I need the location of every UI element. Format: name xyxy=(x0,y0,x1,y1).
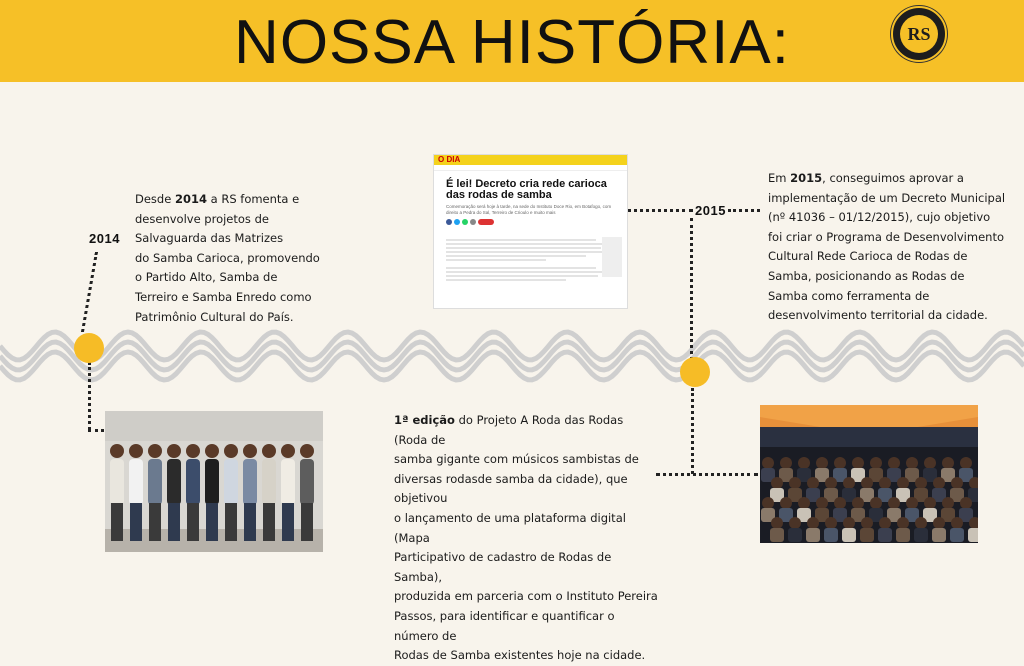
text-2015-line6: Samba, posicionando as Rodas de xyxy=(768,268,965,283)
crowd-head xyxy=(762,497,774,509)
crowd-body xyxy=(824,528,838,542)
crowd-head xyxy=(843,517,855,529)
share-whatsapp-icon xyxy=(462,219,468,225)
person-body xyxy=(243,459,257,505)
crowd-head xyxy=(951,477,963,489)
crowd-head xyxy=(807,477,819,489)
crowd-head xyxy=(942,497,954,509)
text-2015-line3: (nº 41036 – 01/12/2015), cujo objetivo xyxy=(768,210,991,225)
crowd-head xyxy=(834,457,846,469)
crowd-head xyxy=(816,497,828,509)
news-share-icons xyxy=(446,219,627,225)
crowd-head xyxy=(960,497,972,509)
text-2015-line8: desenvolvimento territorial da cidade. xyxy=(768,308,988,323)
logo-inner xyxy=(900,15,938,53)
person-legs xyxy=(130,503,142,541)
text-edition-line6: produzida em parceria com o Instituto Pereira xyxy=(394,589,658,604)
news-subheadline: Comemoração será hoje à tarde, na sede do Instituto Doce Rio, em Botafogo, com direito a Pedra do Sal, Terreiro de Crioulo e muito mais xyxy=(446,204,612,215)
crowd-head xyxy=(924,497,936,509)
year-label-2015: 2015 xyxy=(695,203,726,218)
person-head xyxy=(262,444,276,458)
crowd-head xyxy=(780,457,792,469)
person-legs xyxy=(187,503,199,541)
text-edition-line3: diversas rodasde samba da cidade), que objetivou xyxy=(394,471,628,506)
crowd-head xyxy=(897,477,909,489)
person-legs xyxy=(263,503,275,541)
person-head xyxy=(110,444,124,458)
crowd-head xyxy=(798,497,810,509)
crowd-body xyxy=(932,528,946,542)
connector-2016-down xyxy=(691,388,694,474)
person-legs xyxy=(301,503,313,541)
text-2015-line1: Em 2015, conseguimos aprovar a xyxy=(768,171,964,185)
text-2014-line6: Terreiro e Samba Enredo como xyxy=(135,289,312,304)
text-2015 xyxy=(768,169,1008,326)
crowd-head xyxy=(879,517,891,529)
news-clipping xyxy=(433,154,628,309)
crowd-head xyxy=(888,457,900,469)
person-body xyxy=(205,459,219,505)
crowd-body xyxy=(914,528,928,542)
crowd-body xyxy=(968,528,978,542)
crowd-head xyxy=(933,477,945,489)
year-label-2014: 2014 xyxy=(89,231,120,246)
text-edition-line1: 1ª edição do Projeto A Roda das Rodas (Roda de xyxy=(394,413,624,447)
crowd-head xyxy=(852,457,864,469)
news-headline: É lei! Decreto cria rede carioca das rodas de samba xyxy=(446,178,607,201)
crowd-head xyxy=(897,517,909,529)
timeline-dot-2014 xyxy=(74,333,104,363)
connector-2015-left xyxy=(627,209,693,212)
crowd-head xyxy=(942,457,954,469)
person-legs xyxy=(149,503,161,541)
text-2014-line2: desenvolve projetos de xyxy=(135,211,269,226)
roda-de-samba-logo-icon xyxy=(891,6,947,62)
crowd-head xyxy=(780,497,792,509)
person-head xyxy=(148,444,162,458)
person-legs xyxy=(282,503,294,541)
news-side-ad xyxy=(602,237,622,277)
text-2015-line5: Cultural Rede Carioca de Rodas de xyxy=(768,249,968,264)
crowd-head xyxy=(852,497,864,509)
page-title: NOSSA HISTÓRIA: xyxy=(234,8,790,77)
crowd-head xyxy=(960,457,972,469)
person-head xyxy=(243,444,257,458)
person-body xyxy=(167,459,181,505)
crowd-head xyxy=(834,497,846,509)
text-2015-line4: foi criar o Programa de Desenvolvimento xyxy=(768,229,1004,244)
text-edition-line4: o lançamento de uma plataforma digital (Mapa xyxy=(394,510,626,545)
crowd-body xyxy=(860,528,874,542)
connector-2015-right xyxy=(728,209,760,212)
person-legs xyxy=(111,503,123,541)
crowd-head xyxy=(924,457,936,469)
news-outlet-logo: O DIA xyxy=(438,155,461,164)
crowd-head xyxy=(915,477,927,489)
crowd-head xyxy=(861,477,873,489)
crowd-head xyxy=(807,517,819,529)
timeline-dot-2015 xyxy=(680,357,710,387)
news-nav xyxy=(434,165,627,171)
text-2014-line1: Desde 2014 a RS fomenta e xyxy=(135,192,300,206)
person-body xyxy=(129,459,143,505)
connector-2014-photo xyxy=(88,429,104,432)
crowd-body xyxy=(842,528,856,542)
crowd-head xyxy=(771,477,783,489)
connector-2015-down xyxy=(690,218,693,360)
crowd-head xyxy=(825,477,837,489)
person-body xyxy=(262,459,276,505)
person-body xyxy=(300,459,314,505)
share-email-icon xyxy=(470,219,476,225)
crowd-body xyxy=(770,528,784,542)
crowd-head xyxy=(879,477,891,489)
person-legs xyxy=(168,503,180,541)
text-edition-line7: Passos, para identificar e quantificar o número de xyxy=(394,608,615,643)
text-edition-line5: Participativo de cadastro de Rodas de Samba), xyxy=(394,550,612,584)
text-edition-line8: Rodas de Samba existentes hoje na cidade. xyxy=(394,648,646,663)
crowd-photo xyxy=(760,405,978,543)
crowd-body xyxy=(950,528,964,542)
text-2014-line7: Patrimônio Cultural do País. xyxy=(135,309,294,324)
text-2015-line7: Samba como ferramenta de xyxy=(768,288,930,303)
person-body xyxy=(224,459,238,505)
text-2014-line5: o Partido Alto, Samba de xyxy=(135,270,278,285)
person-legs xyxy=(244,503,256,541)
person-legs xyxy=(206,503,218,541)
share-facebook-icon xyxy=(446,219,452,225)
crowd-head xyxy=(843,477,855,489)
crowd-head xyxy=(861,517,873,529)
crowd-body xyxy=(896,528,910,542)
crowd-head xyxy=(870,457,882,469)
person-body xyxy=(281,459,295,505)
text-2015-line2: implementação de um Decreto Municipal xyxy=(768,190,1006,205)
crowd-head xyxy=(915,517,927,529)
crowd-head xyxy=(825,517,837,529)
person-head xyxy=(224,444,238,458)
crowd-head xyxy=(906,497,918,509)
crowd-body xyxy=(788,528,802,542)
crowd-head xyxy=(870,497,882,509)
text-first-edition xyxy=(394,411,660,666)
person-legs xyxy=(225,503,237,541)
person-body xyxy=(186,459,200,505)
person-head xyxy=(281,444,295,458)
text-2014-line4: do Samba Carioca, promovendo xyxy=(135,250,320,265)
group-photo xyxy=(105,411,323,552)
connector-2014-lower xyxy=(88,362,91,430)
person-body xyxy=(110,459,124,505)
crowd-head xyxy=(762,457,774,469)
person-head xyxy=(167,444,181,458)
person-body xyxy=(148,459,162,505)
news-body xyxy=(434,237,627,308)
person-head xyxy=(205,444,219,458)
crowd-head xyxy=(816,457,828,469)
crowd-body xyxy=(806,528,820,542)
connector-edition-right xyxy=(656,473,758,476)
timeline-wave xyxy=(0,316,1024,396)
text-2014 xyxy=(135,190,325,327)
crowd-head xyxy=(906,457,918,469)
crowd-head xyxy=(789,477,801,489)
crowd-head xyxy=(951,517,963,529)
person-head xyxy=(129,444,143,458)
share-twitter-icon xyxy=(454,219,460,225)
crowd-head xyxy=(933,517,945,529)
share-red-icon xyxy=(478,219,494,225)
text-2014-line3: Salvaguarda das Matrizes xyxy=(135,231,284,246)
crowd-body xyxy=(878,528,892,542)
crowd-head xyxy=(798,457,810,469)
person-head xyxy=(186,444,200,458)
text-edition-line2: samba gigante com músicos sambistas de xyxy=(394,452,639,467)
crowd-head xyxy=(888,497,900,509)
news-topbar xyxy=(434,155,627,165)
crowd-head xyxy=(789,517,801,529)
person-head xyxy=(300,444,314,458)
logo-text: RS xyxy=(907,23,931,44)
crowd-head xyxy=(771,517,783,529)
